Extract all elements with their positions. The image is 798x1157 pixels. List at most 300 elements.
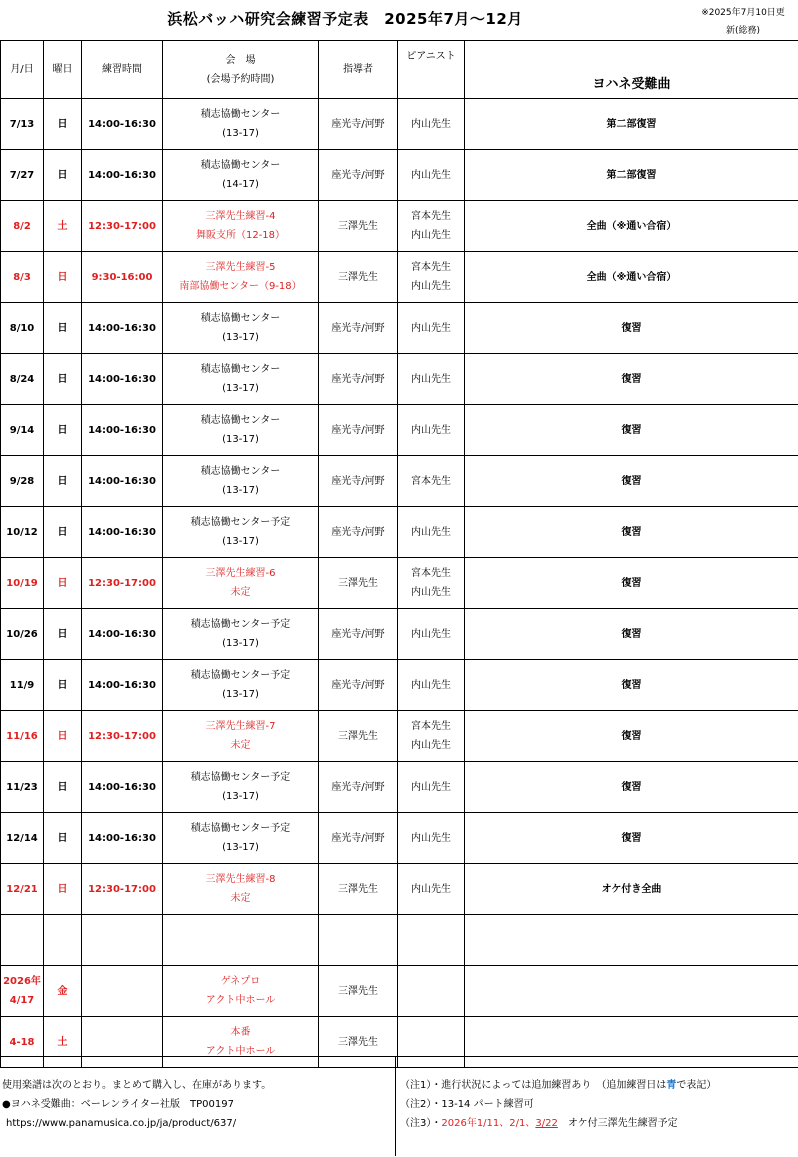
cell-time-time: 9:30-16:00: [91, 271, 153, 283]
cell-venue-venue2: (13-17): [222, 332, 259, 343]
cell-instructor-instructor: 座光寺/河野: [331, 781, 385, 793]
cell-day: [44, 558, 82, 609]
schedule-row: [1, 405, 798, 456]
schedule-body: [1, 99, 798, 1068]
cell-song-song: 復習: [621, 628, 642, 640]
cell-time: [82, 609, 163, 660]
schedule-row: [1, 456, 798, 507]
cell-time-time: 14:00-16:30: [88, 118, 156, 130]
cell-pianist-pianist1: 内山先生: [411, 424, 451, 436]
cell-time: [82, 150, 163, 201]
cell-song: [465, 711, 798, 762]
cell-venue: [163, 507, 319, 558]
cell-venue-venue2: 南部協働センター（9-18）: [179, 281, 302, 292]
cell-venue-venue1: 三澤先生練習-5: [205, 262, 276, 273]
cell-pianist-pianist1: 宮本先生: [411, 475, 451, 487]
cell-instructor-instructor: 座光寺/河野: [331, 169, 385, 181]
cell-song-song: 復習: [621, 373, 642, 385]
cell-instructor: [319, 762, 398, 813]
cell-pianist-pianist2: 内山先生: [411, 230, 451, 241]
cell-date: [1, 762, 44, 813]
note-1: [400, 1076, 716, 1095]
cell-venue: [163, 660, 319, 711]
cell-venue-venue2: (13-17): [222, 842, 259, 853]
cell-venue: [163, 813, 319, 864]
header-day: 曜日: [44, 41, 82, 99]
cell-time: [82, 813, 163, 864]
cell-date: [1, 507, 44, 558]
cell-venue: [163, 252, 319, 303]
cell-venue-venue1: 三澤先生練習-4: [205, 211, 276, 222]
cell-time: [82, 456, 163, 507]
cell-instructor-instructor: 座光寺/河野: [331, 832, 385, 844]
cell-day: [44, 711, 82, 762]
cell-date: [1, 813, 44, 864]
cell-day-day: 日: [57, 169, 68, 181]
cell-pianist-pianist1: 内山先生: [411, 628, 451, 640]
cell-day: [44, 813, 82, 864]
cell-song: [465, 558, 798, 609]
cell-instructor-instructor: 座光寺/河野: [331, 526, 385, 538]
note-3: [400, 1114, 678, 1133]
cell-date: [1, 609, 44, 660]
cell-song: [465, 864, 798, 915]
cell-venue: [163, 354, 319, 405]
update-note: [688, 4, 798, 40]
cell-time-time: 14:00-16:30: [88, 373, 156, 385]
cell-day-day: 日: [57, 424, 68, 436]
cell-day-day: 日: [57, 577, 68, 589]
cell-date-date: 11/9: [9, 679, 35, 691]
cell-date-date: 10/19: [6, 577, 38, 589]
cell-date: [1, 966, 44, 1017]
cell-venue-venue2: (14-17): [222, 179, 259, 190]
cell-song-song: 全曲（※通い合宿）: [586, 220, 677, 232]
cell-instructor: [319, 252, 398, 303]
cell-pianist: [398, 456, 465, 507]
header-instructor: 指導者: [319, 41, 398, 99]
cell-day: [44, 660, 82, 711]
cell-date-date: 11/23: [6, 781, 38, 793]
cell-song: [465, 456, 798, 507]
cell-song-song: 全曲（※通い合宿）: [586, 271, 677, 283]
schedule-row: [1, 252, 798, 303]
cell-song-song: 復習: [621, 679, 642, 691]
cell-instructor: [319, 966, 398, 1017]
cell-venue-venue1: ゲネプロ: [220, 976, 261, 987]
cell-date: [1, 915, 44, 966]
note-3-suffix: オケ付三澤先生練習予定: [557, 1118, 678, 1129]
cell-venue-venue1: 積志協働センター: [200, 313, 281, 324]
cell-venue-venue2: アクト中ホール: [205, 1046, 276, 1057]
cell-time-time: 12:30-17:00: [88, 730, 156, 742]
cell-instructor: [319, 660, 398, 711]
schedule-row: [1, 762, 798, 813]
cell-day-day: 日: [57, 628, 68, 640]
cell-instructor-instructor: 三澤先生: [338, 883, 378, 895]
cell-time: [82, 405, 163, 456]
cell-venue: [163, 303, 319, 354]
cell-date: [1, 99, 44, 150]
cell-time: [82, 252, 163, 303]
cell-venue-venue1: 三澤先生練習-6: [205, 568, 276, 579]
cell-venue: [163, 864, 319, 915]
note-1-text: （注1）・進行状況によっては追加練習あり （追加練習日は: [400, 1080, 667, 1091]
cell-day-day: 日: [57, 373, 68, 385]
cell-day: [44, 405, 82, 456]
cell-venue-venue2: (13-17): [222, 383, 259, 394]
cell-instructor: [319, 864, 398, 915]
cell-instructor: [319, 99, 398, 150]
cell-instructor: [319, 201, 398, 252]
cell-pianist-pianist1: 内山先生: [411, 118, 451, 130]
cell-date-date: 9/28: [9, 475, 35, 487]
cell-time: [82, 558, 163, 609]
note-2: （注2）・13-14 パート練習可: [400, 1099, 534, 1110]
cell-date: [1, 303, 44, 354]
cell-time-time: 14:00-16:30: [88, 832, 156, 844]
cell-date-date: 8/24: [9, 373, 35, 385]
cell-time-time: 14:00-16:30: [88, 424, 156, 436]
cell-date: [1, 354, 44, 405]
cell-pianist: [398, 966, 465, 1017]
cell-venue: [163, 966, 319, 1017]
cell-time: [82, 915, 163, 966]
cell-day: [44, 252, 82, 303]
note-3-dates: 2026年1/11、2/1、: [441, 1118, 536, 1129]
cell-venue-venue2: (13-17): [222, 689, 259, 700]
cell-venue-venue2: アクト中ホール: [205, 995, 276, 1006]
note-1-blue: 青: [666, 1080, 677, 1091]
cell-pianist-pianist1: 宮本先生: [411, 568, 451, 579]
cell-venue-venue2: 未定: [230, 740, 251, 751]
schedule-row: [1, 864, 798, 915]
cell-venue: [163, 915, 319, 966]
cell-date-date: 8/2: [13, 220, 31, 232]
schedule-row: [1, 201, 798, 252]
cell-song: [465, 201, 798, 252]
cell-venue-venue1: 積志協働センター予定: [190, 772, 291, 783]
cell-time-time: 14:00-16:30: [88, 781, 156, 793]
update-note-line1: ※2025年7月10日更: [701, 8, 785, 18]
cell-song-song: 復習: [621, 730, 642, 742]
cell-venue-venue1: 本番: [230, 1027, 251, 1038]
cell-venue: [163, 99, 319, 150]
cell-time-time: 14:00-16:30: [88, 322, 156, 334]
cell-venue-venue1: 積志協働センター予定: [190, 517, 291, 528]
cell-day: [44, 864, 82, 915]
cell-venue: [163, 558, 319, 609]
cell-instructor: [319, 456, 398, 507]
cell-time: [82, 99, 163, 150]
cell-venue-venue1: 積志協働センター: [200, 160, 281, 171]
cell-time: [82, 354, 163, 405]
cell-date: [1, 405, 44, 456]
cell-day-day: 日: [57, 475, 68, 487]
cell-song-song: 復習: [621, 781, 642, 793]
cell-day-day: 日: [57, 271, 68, 283]
cell-song-song: オケ付き全曲: [601, 883, 662, 895]
cell-instructor-instructor: 三澤先生: [338, 730, 378, 742]
schedule-row: [1, 966, 798, 1017]
cell-pianist-pianist1: 内山先生: [411, 373, 451, 385]
cell-song: [465, 150, 798, 201]
note-3-date-underlined: 3/22: [535, 1118, 558, 1129]
cell-song: [465, 99, 798, 150]
cell-pianist: [398, 609, 465, 660]
cell-venue-venue2: 未定: [230, 893, 251, 904]
cell-venue: [163, 762, 319, 813]
cell-day-day: 日: [57, 883, 68, 895]
cell-day-day: 日: [57, 118, 68, 130]
cell-song-song: 復習: [621, 526, 642, 538]
cell-song-song: 復習: [621, 832, 642, 844]
cell-venue: [163, 609, 319, 660]
cell-song: [465, 405, 798, 456]
cell-time: [82, 711, 163, 762]
cell-day: [44, 150, 82, 201]
cell-day-day: 日: [57, 781, 68, 793]
cell-pianist-pianist1: 内山先生: [411, 526, 451, 538]
cell-pianist: [398, 507, 465, 558]
header: [0, 0, 798, 40]
cell-venue-venue2: (13-17): [222, 791, 259, 802]
cell-venue: [163, 405, 319, 456]
cell-day-day: 日: [57, 730, 68, 742]
update-note-line2: 新(総務): [725, 26, 761, 36]
cell-time-time: 12:30-17:00: [88, 220, 156, 232]
cell-day-day: 金: [57, 985, 68, 997]
header-song-label: ヨハネ受難曲: [592, 77, 671, 92]
cell-date: [1, 558, 44, 609]
cell-date-date: 7/27: [9, 169, 35, 181]
header-time: 練習時間: [82, 41, 163, 99]
cell-time-time: 14:00-16:30: [88, 169, 156, 181]
cell-date-date: 12/21: [6, 883, 38, 895]
schedule-row: [1, 813, 798, 864]
cell-instructor: [319, 303, 398, 354]
schedule-table: [0, 40, 798, 1068]
cell-instructor: [319, 609, 398, 660]
schedule-row: [1, 354, 798, 405]
cell-date-date: 4-18: [9, 1036, 35, 1048]
cell-pianist-pianist1: 内山先生: [411, 832, 451, 844]
cell-day: [44, 201, 82, 252]
cell-venue-venue1: 積志協働センター予定: [190, 619, 291, 630]
cell-pianist-pianist1: 宮本先生: [411, 262, 451, 273]
schedule-row: [1, 99, 798, 150]
cell-song: [465, 915, 798, 966]
cell-venue-venue2: (13-17): [222, 434, 259, 445]
cell-date: [1, 150, 44, 201]
cell-instructor-instructor: 座光寺/河野: [331, 628, 385, 640]
cell-venue-venue1: 積志協働センター予定: [190, 823, 291, 834]
header-venue-line1: 会 場: [225, 54, 256, 66]
cell-date-date: 11/16: [6, 730, 38, 742]
cell-song: [465, 507, 798, 558]
schedule-row: [1, 915, 798, 966]
cell-venue-venue2: 未定: [230, 587, 251, 598]
cell-pianist: [398, 303, 465, 354]
cell-song: [465, 354, 798, 405]
cell-song-song: 復習: [621, 475, 642, 487]
cell-pianist: [398, 99, 465, 150]
cell-pianist-pianist2: 内山先生: [411, 587, 451, 598]
schedule-row: [1, 609, 798, 660]
schedule-row: [1, 507, 798, 558]
cell-pianist: [398, 711, 465, 762]
cell-time-time: 14:00-16:30: [88, 526, 156, 538]
schedule-row: [1, 303, 798, 354]
cell-venue-venue1: 積志協働センター: [200, 364, 281, 375]
cell-pianist: [398, 915, 465, 966]
cell-pianist: [398, 864, 465, 915]
note-1-suffix: で表記）: [676, 1080, 717, 1091]
cell-instructor-instructor: 座光寺/河野: [331, 475, 385, 487]
cell-song: [465, 252, 798, 303]
note-3-prefix: （注3）・: [400, 1118, 442, 1129]
cell-pianist: [398, 201, 465, 252]
cell-time-time: 14:00-16:30: [88, 679, 156, 691]
cell-date: [1, 456, 44, 507]
cell-venue-venue2: 舞阪支所（12-18）: [195, 230, 286, 241]
score-info-url[interactable]: https://www.panamusica.co.jp/ja/product/637/: [6, 1118, 237, 1129]
cell-date: [1, 711, 44, 762]
cell-song: [465, 966, 798, 1017]
cell-time-time: 14:00-16:30: [88, 628, 156, 640]
cell-date: [1, 660, 44, 711]
cell-instructor-instructor: 三澤先生: [338, 1036, 378, 1048]
cell-day: [44, 609, 82, 660]
cell-day: [44, 966, 82, 1017]
cell-pianist: [398, 660, 465, 711]
header-venue-line2: (会場予約時間): [206, 73, 275, 85]
cell-day: [44, 99, 82, 150]
header-song: [465, 41, 798, 99]
cell-time: [82, 762, 163, 813]
cell-time: [82, 507, 163, 558]
cell-pianist-pianist2: 内山先生: [411, 281, 451, 292]
cell-venue-venue2: (13-17): [222, 638, 259, 649]
cell-day: [44, 303, 82, 354]
cell-song-song: 復習: [621, 322, 642, 334]
cell-day-day: 土: [57, 220, 68, 232]
cell-pianist: [398, 762, 465, 813]
cell-time: [82, 864, 163, 915]
cell-venue-venue2: (13-17): [222, 128, 259, 139]
cell-pianist-pianist1: 宮本先生: [411, 211, 451, 222]
cell-day-day: 日: [57, 679, 68, 691]
cell-venue: [163, 150, 319, 201]
cell-pianist-pianist1: 宮本先生: [411, 721, 451, 732]
cell-venue-venue1: 三澤先生練習-7: [205, 721, 276, 732]
cell-pianist-pianist2: 内山先生: [411, 740, 451, 751]
score-info: [0, 1056, 396, 1156]
cell-instructor: [319, 915, 398, 966]
cell-venue-venue1: 積志協働センター: [200, 415, 281, 426]
cell-pianist: [398, 150, 465, 201]
schedule-row: [1, 558, 798, 609]
cell-venue-venue1: 三澤先生練習-8: [205, 874, 276, 885]
header-venue: [163, 41, 319, 99]
cell-pianist-pianist1: 内山先生: [411, 781, 451, 793]
cell-pianist: [398, 405, 465, 456]
cell-instructor-instructor: 座光寺/河野: [331, 373, 385, 385]
cell-venue: [163, 201, 319, 252]
cell-venue-venue1: 積志協働センター予定: [190, 670, 291, 681]
cell-instructor: [319, 405, 398, 456]
cell-instructor-instructor: 座光寺/河野: [331, 424, 385, 436]
cell-song-song: 復習: [621, 424, 642, 436]
cell-venue: [163, 456, 319, 507]
cell-time: [82, 966, 163, 1017]
cell-day-day: 土: [57, 1036, 68, 1048]
cell-day: [44, 354, 82, 405]
cell-pianist-pianist1: 内山先生: [411, 169, 451, 181]
footer: [0, 1056, 798, 1157]
cell-instructor-instructor: 座光寺/河野: [331, 118, 385, 130]
header-row: [1, 41, 798, 99]
cell-instructor: [319, 507, 398, 558]
score-info-line2: ●ヨハネ受難曲：ベーレンライター社版 TP00197: [2, 1099, 234, 1110]
cell-date-date: 2026年: [3, 976, 41, 987]
cell-pianist-pianist1: 内山先生: [411, 883, 451, 895]
cell-instructor-instructor: 座光寺/河野: [331, 679, 385, 691]
cell-instructor-instructor: 三澤先生: [338, 577, 378, 589]
cell-time: [82, 201, 163, 252]
header-pianist: ピアニスト: [398, 41, 465, 99]
header-date: 月/日: [1, 41, 44, 99]
cell-day-day: 日: [57, 526, 68, 538]
cell-date-date: 10/26: [6, 628, 38, 640]
cell-venue-venue1: 積志協働センター: [200, 109, 281, 120]
cell-day: [44, 507, 82, 558]
cell-time-time: 12:30-17:00: [88, 883, 156, 895]
cell-pianist: [398, 813, 465, 864]
cell-day-day: 日: [57, 322, 68, 334]
schedule-row: [1, 711, 798, 762]
cell-venue-venue1: 積志協働センター: [200, 466, 281, 477]
cell-date: [1, 201, 44, 252]
schedule-row: [1, 150, 798, 201]
cell-day: [44, 456, 82, 507]
cell-pianist: [398, 558, 465, 609]
cell-time-time: 14:00-16:30: [88, 475, 156, 487]
cell-instructor: [319, 711, 398, 762]
cell-date: [1, 252, 44, 303]
cell-pianist-pianist1: 内山先生: [411, 322, 451, 334]
cell-date-date: 10/12: [6, 526, 38, 538]
cell-song: [465, 813, 798, 864]
cell-time-time: 12:30-17:00: [88, 577, 156, 589]
cell-date-date2: 4/17: [9, 995, 35, 1006]
cell-time: [82, 303, 163, 354]
cell-pianist: [398, 354, 465, 405]
cell-venue-venue2: (13-17): [222, 536, 259, 547]
cell-song: [465, 303, 798, 354]
cell-song-song: 復習: [621, 577, 642, 589]
cell-pianist: [398, 252, 465, 303]
cell-venue-venue2: (13-17): [222, 485, 259, 496]
cell-song-song: 第二部復習: [606, 118, 657, 130]
cell-time: [82, 660, 163, 711]
cell-instructor-instructor: 三澤先生: [338, 271, 378, 283]
cell-date-date: 8/10: [9, 322, 35, 334]
cell-day-day: 日: [57, 832, 68, 844]
cell-instructor: [319, 558, 398, 609]
cell-date-date: 9/14: [9, 424, 35, 436]
cell-pianist-pianist1: 内山先生: [411, 679, 451, 691]
